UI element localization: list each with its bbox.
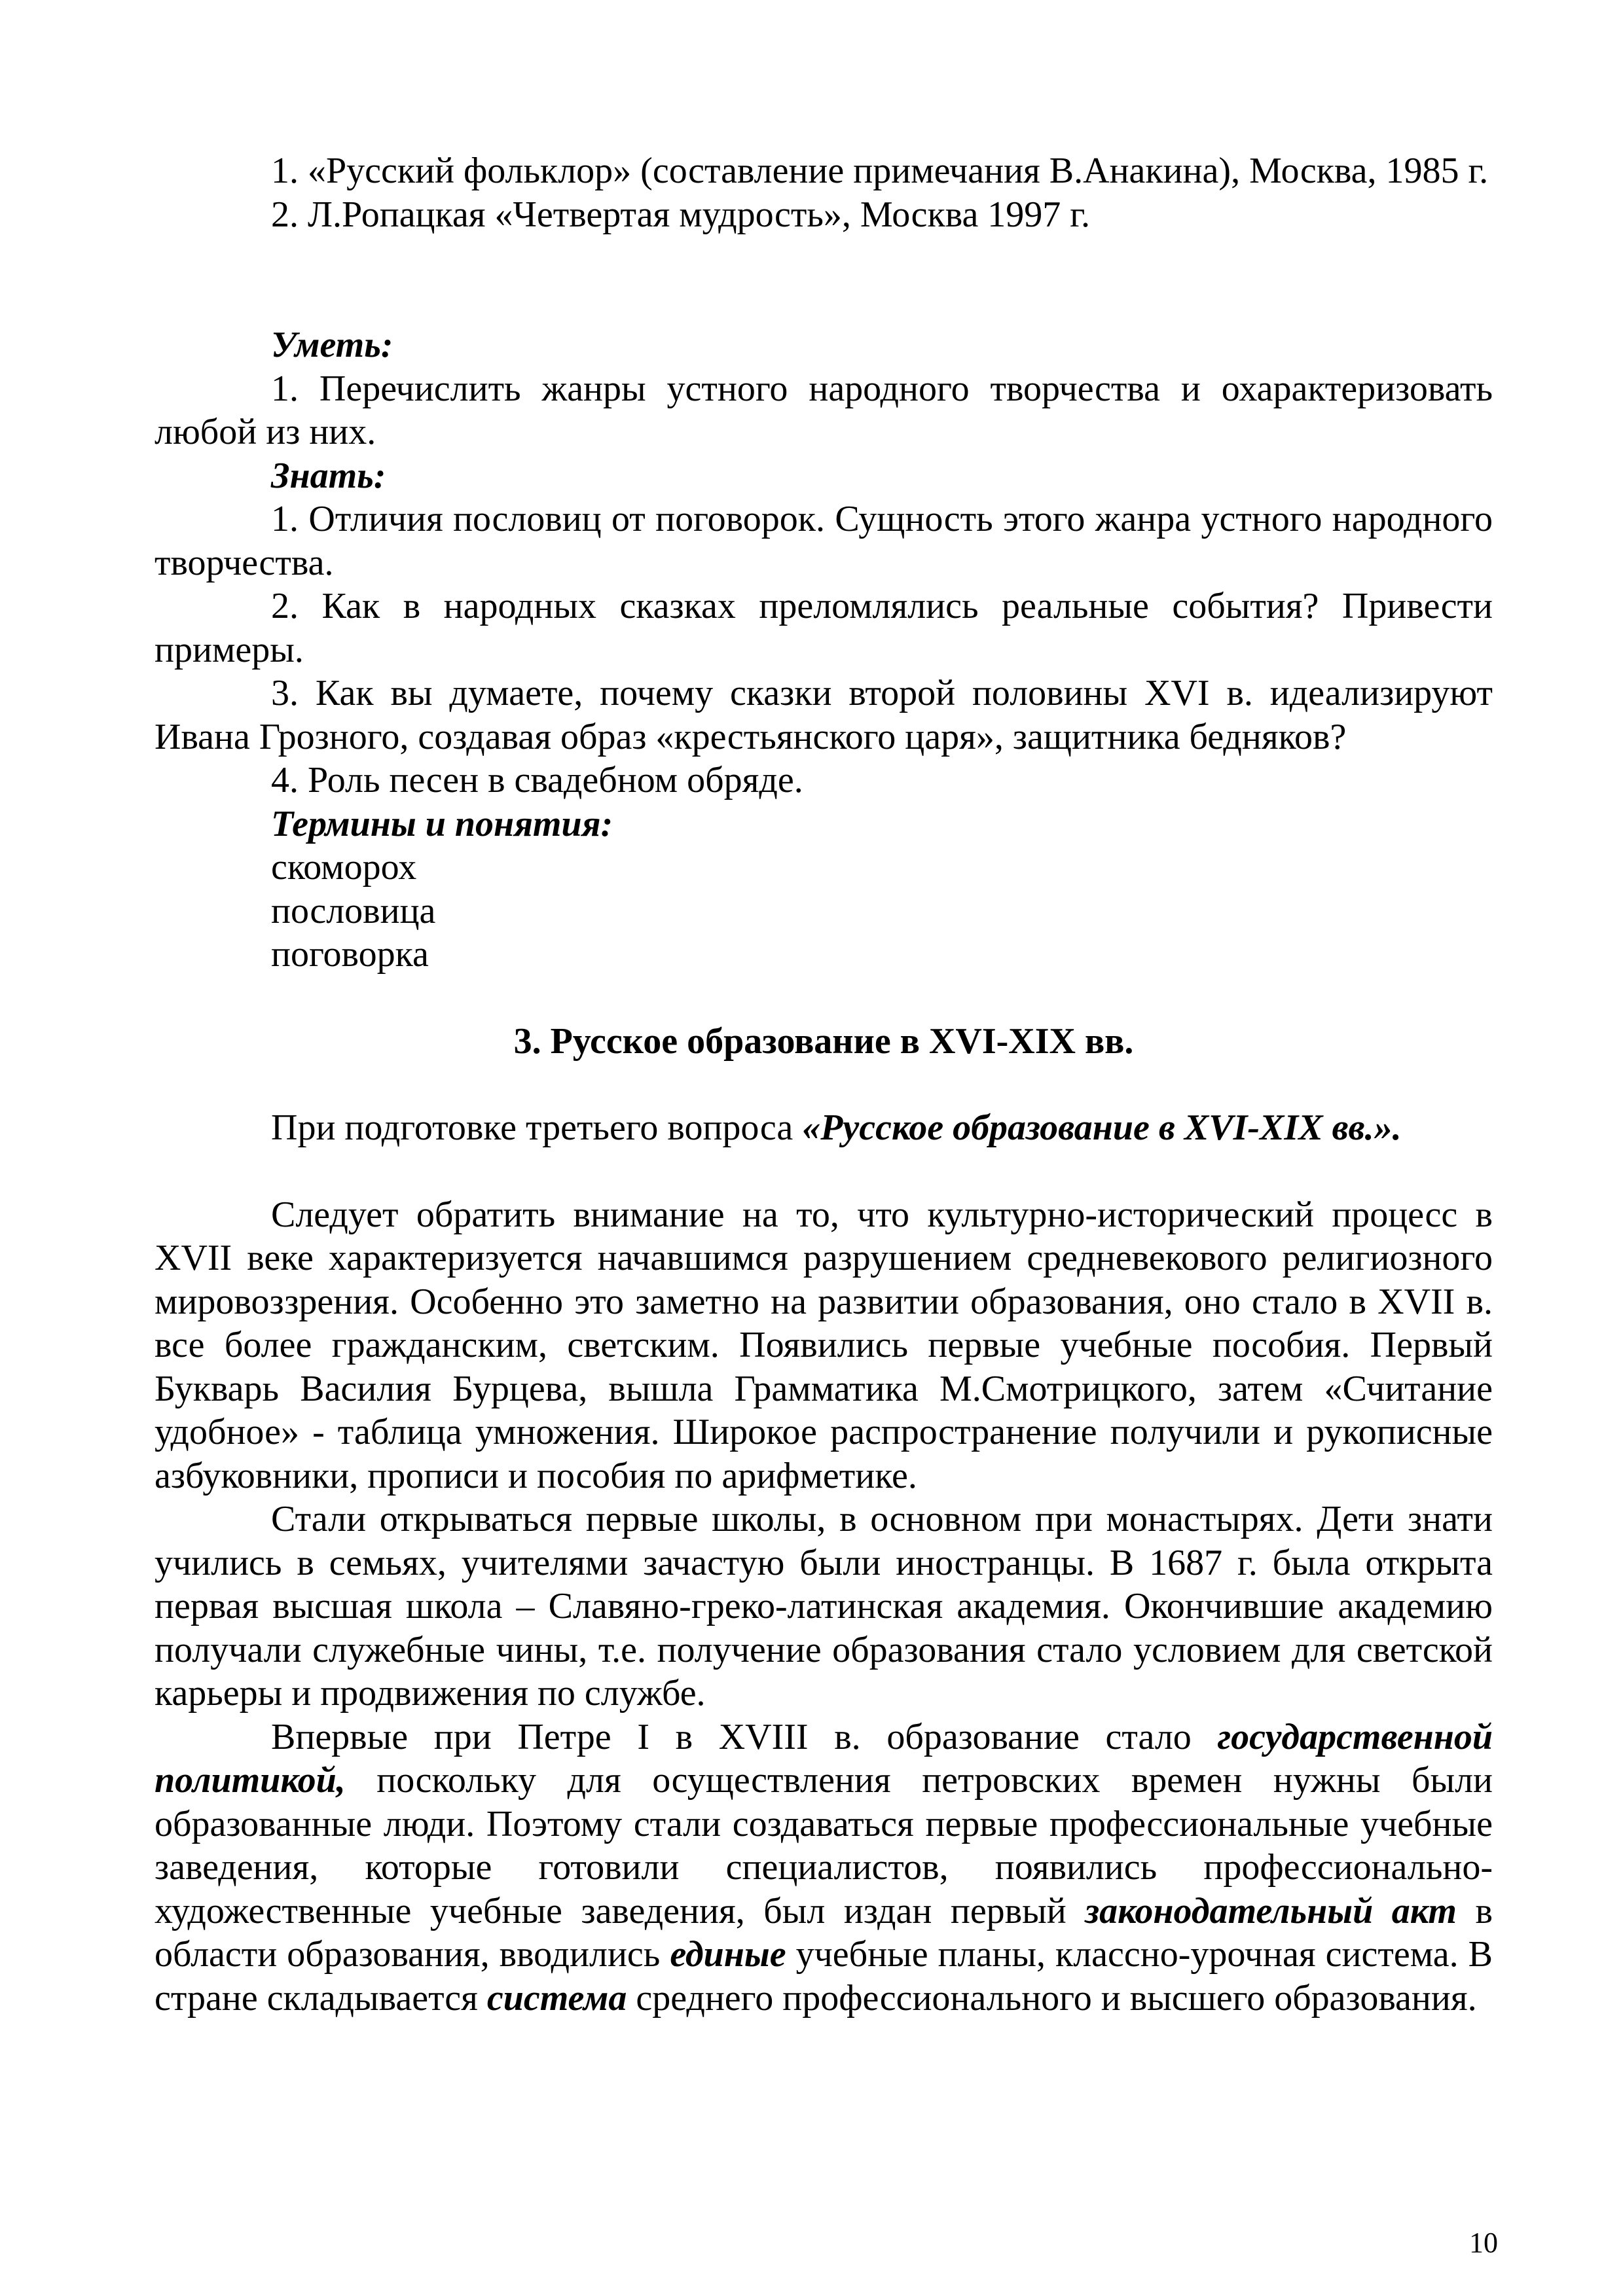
body-paragraph: Стали открываться первые школы, в основном при монастырях. Дети знати учились в семьях, учителями зачастую были иностранцы. В 1687 г. была открыта первая высшая школа – Славяно-греко-латинская академия. Окончившие академию получали служебные чины, т.е. получение образования стало условием для светской карьеры и продвижения по службе.: [155, 1499, 1493, 1713]
znat-item: 2. Как в народных сказках преломлялись реальные события? Привести примеры.: [155, 586, 1493, 670]
section-intro: [155, 1106, 1493, 1150]
body-paragraph: [155, 1715, 1493, 2020]
reference-item: 1. «Русский фольклор» (составление примечания В.Анакина), Москва, 1985 г.: [271, 151, 1489, 191]
emphasis-text: государственной политикой,: [155, 1716, 1493, 1801]
page-number: 10: [1469, 2227, 1498, 2259]
reference-item: 2. Л.Ропацкая «Четвертая мудрость», Москва 1997 г.: [271, 194, 1090, 235]
znat-heading: Знать:: [271, 455, 386, 496]
znat-item: 3. Как вы думаете, почему сказки второй половины XVI в. идеализируют Ивана Грозного, создавая образ «крестьянского царя», защитника бедняков?: [155, 673, 1493, 757]
section-intro-title: «Русское образование в XVI-XIX вв.».: [802, 1107, 1402, 1148]
emphasis-text: законодательный акт: [1085, 1890, 1457, 1931]
body-text: поскольку для осуществления петровских времен нужны были образованные люди. Поэтому стали создаваться первые профессиональные учебные заведения, которые готовили специалистов, появились профессионально-художественные учебные заведения, был издан первый: [155, 1760, 1493, 1931]
term-item: пословица: [271, 890, 436, 931]
znat-item: 4. Роль песен в свадебном обряде.: [271, 760, 803, 800]
term-item: скоморох: [271, 847, 417, 888]
emphasis-text: единые: [670, 1934, 786, 1975]
term-item: поговорка: [271, 934, 429, 975]
body-text: учебные планы, классно-урочная система. В стране складывается: [155, 1934, 1493, 2018]
terms-heading: Термины и понятия:: [271, 803, 613, 844]
umet-item: 1. Перечислить жанры устного народного творчества и охарактеризовать любой из них.: [155, 368, 1493, 452]
body-text: Впервые при Петре I в XVIII в. образование стало: [271, 1716, 1218, 1757]
znat-item: 1. Отличия пословиц от поговорок. Сущность этого жанра устного народного творчества.: [155, 499, 1493, 583]
body-text: среднего профессионального и высшего образования.: [627, 1977, 1477, 2018]
page-content: [155, 149, 1493, 2020]
body-paragraph: Следует обратить внимание на то, что культурно-исторический процесс в XVII веке характеризуется начавшимся разрушением средневекового религиозного мировоззрения. Особенно это заметно на развитии образования, оно стало в XVII в. все более гражданским, светским. Появились первые учебные пособия. Первый Букварь Василия Бурцева, вышла Грамматика М.Смотрицкого, затем «Считание удобное» - таблица умножения. Широкое распространение получили и рукописные азбуковники, прописи и пособия по арифметике.: [155, 1194, 1493, 1496]
umet-heading: Уметь:: [271, 325, 393, 365]
section-title: 3. Русское образование в XVI-XIX вв.: [513, 1020, 1134, 1062]
section-intro-prefix: При подготовке третьего вопроса: [271, 1107, 803, 1148]
body-text: в области образования, вводились: [155, 1890, 1493, 1975]
emphasis-text: система: [486, 1977, 627, 2018]
